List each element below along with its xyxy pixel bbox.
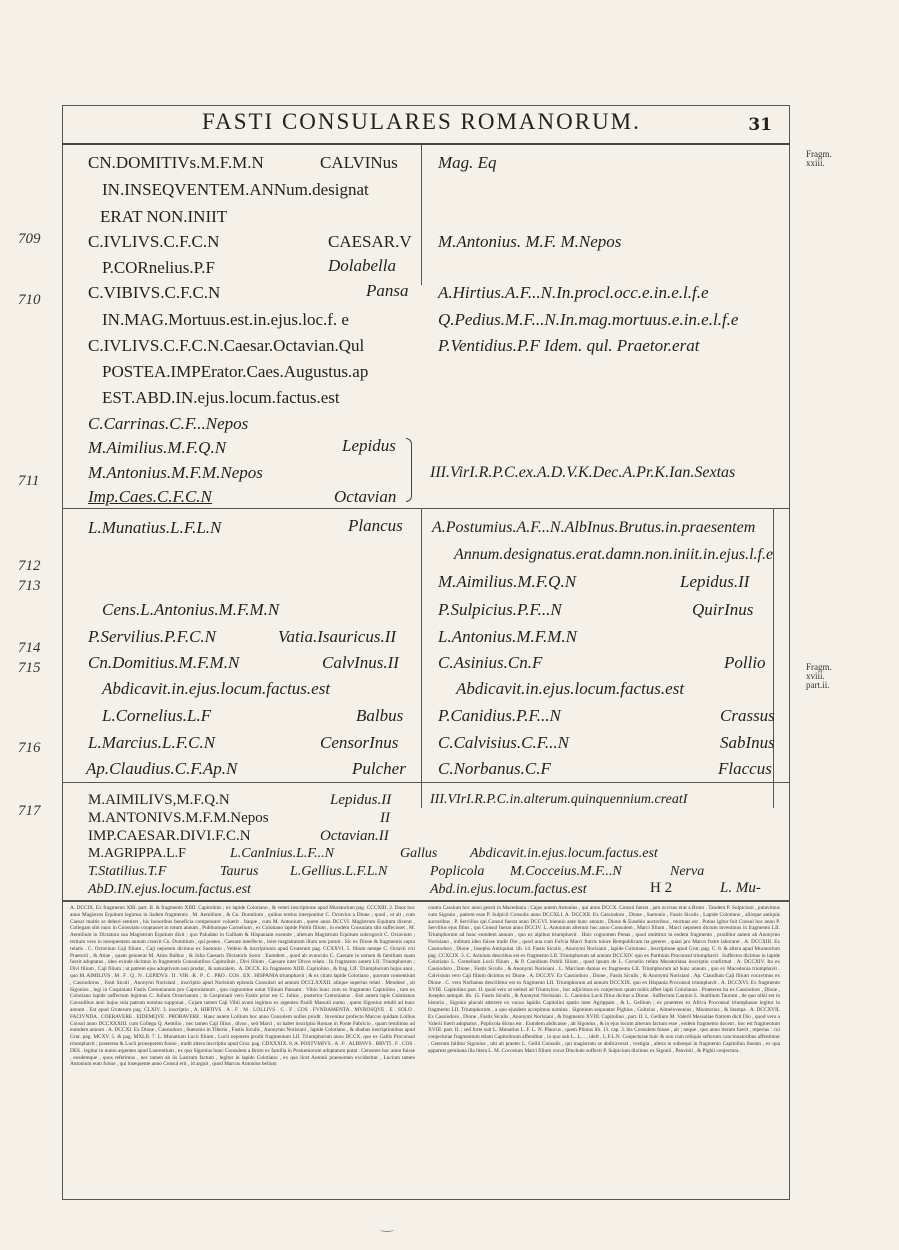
fasti-entry: II [380, 810, 390, 826]
fasti-entry: L.Munatius.L.F.L.N [88, 518, 222, 537]
fasti-entry: EST.ABD.IN.ejus.locum.factus.est [102, 388, 340, 407]
year-label: 717 [18, 803, 41, 819]
fasti-entry: M.AIMILIVS,M.F.Q.N [88, 792, 230, 808]
fasti-entry: Crassus [720, 706, 775, 725]
fasti-entry: Octavian [334, 487, 397, 506]
fasti-entry: Flaccus [718, 759, 772, 778]
fasti-entry: POSTEA.IMPErator.Caes.Augustus.ap [102, 362, 369, 381]
fasti-entry: L.CanInius.L.F...N [230, 846, 334, 861]
fasti-entry: CalvInus.II [322, 653, 399, 672]
fasti-entry: Pollio [724, 653, 766, 672]
catchword: L. Mu- [720, 880, 761, 896]
fasti-entry: M.Antonius.M.F.M.Nepos [88, 463, 263, 482]
fasti-entry: Pansa [366, 281, 409, 300]
fasti-entry: C.IVLIVS.C.F.C.N [88, 232, 220, 251]
fasti-entry: P.Canidius.P.F...N [438, 706, 561, 725]
fasti-entry: SabInus [720, 733, 775, 752]
fasti-entry: Poplicola [430, 864, 485, 879]
notes-rule [62, 900, 790, 902]
fasti-entry: P.Sulpicius.P.F...N [438, 600, 562, 619]
fasti-entry: Mag. Eq [438, 153, 497, 172]
page-number: 31 [748, 115, 772, 135]
fasti-entry: Annum.designatus.erat.damn.non.iniit.in.ejus.l.f.e [454, 546, 774, 563]
fasti-entry: IN.INSEQVENTEM.ANNum.designat [102, 180, 369, 199]
fasti-entry: M.Cocceius.M.F...N [510, 864, 622, 879]
fasti-entry: Cens.L.Antonius.M.F.M.N [102, 600, 280, 619]
fasti-entry: Abdicavit.in.ejus.locum.factus.est [470, 846, 658, 861]
fasti-entry: Cn.Domitius.M.F.M.N [88, 653, 240, 672]
row-rule [62, 782, 790, 783]
brace [406, 438, 412, 502]
fasti-entry: CAESAR.V [328, 232, 412, 251]
fasti-entry: Lepidus.II [680, 572, 750, 591]
fasti-entry: M.Antonius. M.F. M.Nepos [438, 232, 622, 251]
year-label: 715 [18, 660, 41, 676]
fasti-entry: III.VirI.R.P.C.ex.A.D.V.K.Dec.A.Pr.K.Ian.Sextas [430, 464, 736, 481]
notes-left-column: A. DCCIX. Ex fragmento XIII. part. II. & fragmento XIIII. Capitolinis ; ex lapide Colotiano , & veteri inscriptione apud Muratorium pag. CCCXIII. 2. Duos hoc anno Magistros Equitum legimus in iisdem fragmentis , M. Aemilium , & Cn. Domitium , quibus tertius interponitur C. Octavius a Dione ; quod , ut ait , cum Caesar multis se deberi sentiret , his honoribus beneficia compensare voluerit . Itaque , cum M. Antonium , quem anno DCCVI. Magistrum Equitum dixerat , Collegam sibi nunc in Consulatu cooptasset in totum annum , Publiumque Cornelium , ex Colotiano lapide Publii filium , in eodem Consulatu sibi suffecisset , M. Aemilium in Dictatura sua Magistrum Equitum dixit ; quo Paludato in Galliam & Hispaniam exeunte , alterum Magistrum Equitum subrogavit C. Octavium ; tertium vero in insequentem annum creavit Cn. Domitium , qui postea , Caesare interfecto , inire magistratum illum non potuit . Sic ex Dione & fragmentis supra relatis . C. Octavium Caji filium , Caji nepotem dicimus ex Suetonio , Velleio & inscriptionis apud Gruterum pag. CCXXVI. 5. filium nempe C. Octavii viri Praetorii , & Atiae , quam genuerat M. Atius Balbus , & Julia Caesaris Dictatoris Soror . Eumdem , quod ab avunculo C. Caesare in nomen & familiam suam fuerit adoptatus , ideo exinde dicimus in fragmentis Consularibus Capitolinis , Divi filium , Caesare inter Divos relato . In fragmento autem LII. Triumphorum ; Divi filium , Caji filium ; ut patrem ejus adoptivum non prodat , & naturalem . A. DCCX. Ex fragmento XIIII. Capitolino , & frag. LII. Triumphorum hujus anni , quo M. AIMILIVS . M . F . Q . N . LEPIDVS . II . VIR . R . P . C . PRO . COS . EX . HISPANIA triumphavit ; & ex citato lapide Colotiano , quorum consentiunt , Cassiodorus , Fasti Siculi , Anonymi Norisiani , inscriptio apud Norisium epistola Consulari ad annum DCCLXXXII. aliique superius relati . Mendose , sit Sigonius , legi in Cuspiniani Fastis Cretonianum pro Capronianum , quo cognomine notat Vibium Pansam . Vibio hunc cum ex fragmento Capitolino , tum ex Colotiano lapide suffectum legimus C. Julium Octavianum ; in Cuspiniani vero Fastis prior est C. Julius , posterior Cretonianus . Esti autem lapis Colotianus Consulibus anni hujus sola patrum nomina supponat , Cujam tamen Caji Vibii avum legimus ex argenteo Paulli Manutii numo , quem Sigonius retulit ad hunc annum . Est apud Gruterum pag. CLXIV. 3. inscriptio , A. HIRTIVS . A . F . M . LOLLIVS . C . F . COS . FVNDAMENTA . MVROSQVE . E . SOLO . FACIVNDA . COERAVERE . EIDEMQVE . PROBAVERE . Hanc autem Lollium hoc anno Consulem nullus prodit . Invenitur profecto Marcus quidam Lollius Consul anno DCCXXXIII. cum Collega Q. Aemilio , nec tamen Caji filius , divus , sed Marci , ut habet inscriptio Romae in Ponte Fabricio , quam retulimus ad eumdem annum . A. DCCXI. Ex Dione , Cassiodoro , Suetonio in Tiberio , Fastis Siculis , Anonymo Norisiani , lapide Colotiano , & duabus inscriptionibus apud Grut. pag. MCXV. 5. & pag. MXLII. 7. L. Munatium Lucii filium , Lucii nepotem prodit fragmentum LII. Triumphorum anno DCCX. quo ex Gallis Proconsul triumphavit ; praeterea & Lucii pronepotem fuisse , tradit altera inscriptio apud Grut. pag. CDXXXIX. 8. A. POSTVMIVS . A . F . ALBINVS . BRVTI . F . COS . DES . legitur in numo argenteo apud Laurentium , ex quo Sigonius hunc Consulem a Bruto ex familia in Postumiorum adoptatum putat . Censores hoc anno fuisse , eosdemque , quos referimus , nec tamen ab iis Lustrum factum , legitur in lapide Colotiano , ex quo licet Antonii praenomen excideritur , Lucium tamen Antonium eum fuisse , qui insequente anno Consul erit , id arguit , quod Marcus Antonius bellum [70, 905, 415, 1068]
fasti-entry: AbD.IN.ejus.locum.factus.est [88, 882, 251, 897]
fasti-entry: P.CORnelius.P.F [102, 258, 215, 277]
page-title: FASTI CONSULARES ROMANORUM. [202, 109, 641, 134]
page-mark [380, 1227, 394, 1232]
column-divider [421, 508, 422, 808]
year-label: 713 [18, 578, 41, 594]
fasti-entry: Gallus [400, 846, 438, 861]
fasti-entry: IMP.CAESAR.DIVI.F.C.N [88, 828, 251, 844]
fasti-entry: Lepidus.II [330, 792, 392, 808]
fasti-entry: Q.Pedius.M.F...N.In.mag.mortuus.e.in.e.l.f.e [438, 310, 739, 329]
fasti-entry: M.ANTONIVS.M.F.M.Nepos [88, 810, 269, 826]
year-label: 711 [18, 473, 40, 489]
fasti-entry: CN.DOMITIVs.M.F.M.N [88, 153, 264, 172]
year-label: 714 [18, 640, 41, 656]
fasti-entry: A.Postumius.A.F...N.AlbInus.Brutus.in.praesentem [432, 519, 756, 536]
fasti-entry: Vatia.Isauricus.II [278, 627, 397, 646]
fasti-entry: L.Cornelius.L.F [102, 706, 212, 725]
fasti-entry: CensorInus [320, 733, 399, 752]
notes-right-column: contra Cassium hoc anno gessit in Macedonia ; Cajus autem Antonius , qui anno DCCX. Consul fuerat , jam occisus erat a Bruto . Tandem P. Sulpicium , putavimus cum Sigonio , patrem esse P. Sulpicii Consulis anno DCCXLI. A. DCCXII. Ex Cassiodoro , Dione , Suetonio , Fastis Siculis , Lapide Colotiano , aliisque antiquis auctoribus . P. Servilius qui Consul fuerat anno DCCVI. biennio ante hunc annum , Dione & Eusebio auctoribus , mortuus est . Potius igitur fuit Consul hoc anno P. Servilius ejus filius , qui Consul fuerat anno DCCIV. L. Antonium alterum hoc anno Consulem , Marci filium , Marci nepotem dictum invenimus in fragmento LII. Triumphorum ad hunc eumdem annum , quo ex alpibus triumphavit . Huic cognomen Pietas , quod omittitur in eodem fragmento , prodiitur autem ab Anonymo Norisiano , inditum ideo fuisse tradit Dio , quod una cum Fulvia Marci fratris tuiore Rempublicam ita gereret , quasi pro Marco fratre laboraret . A. DCCXIII. Ex Cassiodoro , Dione , Josepho Antiquitat. lib. 14. Fastis Siculis , Anonymi Norisiani , lapide Colotiano , inscriptione apud Grut. pag. C. 8. & altera apud Muratorium pag. CCXCIX. 3. C. Asinium describus est ex fragmento LII. Triumphorum ad annum DCCXIV. quo ex Parthinis Proconsul triumphavit . Suffectos dicimus in lapide Colotiano L. Cornelium Lucii filium , & P. Canidium Publii filium , quod ipsum de L. Cornelio refata Muratoriana inscriptio confirmat . A. DCCXIV. Ita ex Cassiodoro , Dione , Fastis Siculis , & Anonymi Norisiani . L. Marcium damus ex fragmento LII. Triumphorum ad hunc annum , quo ex Macedonia triumphavit . Calvisium vero Caji filium dicimus ex Dione . A. DCCXV. Ex Cassiodoro , Dione , Fastis Siculis , & Anonymi Norisiani . Ap. Claudium Caji filium vocavimus ex Dione . C. vero Norbanus describitur est ex fragmento LII. Triumphorum ad annum DCCXIX. quo ex Hispania Proconsul triumphavit . A. DCCXVI. Ex fragmento XVIII. Capitolino part. II. quod vero ut stelnet ad Triumviros , hoc adjicimus ex conjectura quam nobis affert lapis Colotianus . Praeterea ita ex Cassiodoro , Dione , Josepho antiquit. lib. 15. Fastis Siculis , & Anonymi Norisiani . L. Caninius Lucii filius dicitur a Dione . Suffectum Caninio L. Statilium Taurum , de quo nihil est in historia , Sigonio placuit adstrere ex vacuo lapidis Capitolini spatio inter Agrippam , & L. Gellium ; ex praeteres ex Africa Proconsul triumphasse legitur in fragmento LII. Triumphorum , a quo ejusdem accepimus nomina . Sigonium sequuntur Pighius , Goltzius , Almeloveenius , Muratorius , & Stampa . A. DCCXVII. Ex Cassiodoro , Dione , Fastis Siculis , Anonymi Norisiani , & fragmento XVIII. Capitolino , part. II. L. Gellium M. Valerii Messallae fratrem dicit Dio , quod vero a Valerii fuerit adoptatus , Poplicola dictus est . Eumdem abdicasse , ait Sigonius , & in ejus locum alterum factum esse , eodem fragmento docent , hoc est fragmentum XVIII. part. II. ; sed forte suit L. Munatius L. F. L. N. Plancus , quem Plinius lib. 13. cap. 3. bis Consulem fuisse , ait ; neque , quo anno iterum fuerit , reperias : cui conjecturae fragmentum etiam Capitolinum affenditur , in quo sub L...L... , ideft , L.F.L.N. Conjecturae huic & non cum reliquis sefterum concinnatoribus affentimur . Ceterum fallitur Sigonius , ubi ait praeter L. Gellii Consulis , qui magistratu se abdicaverat , vestigia , altera in subsequi in fragmento Capitolino lineam , ex qua appareat geminata illa litera L. M. Cocceium Marci filium vocat Dinchule suffecti P. Sulpicium diximus ex Sigonii , Panvinii , & Pighii conjectura . [428, 905, 780, 1054]
fasti-entry: Dolabella [328, 256, 396, 275]
side-note-bottom: Fragm. xviii. part.ii. [806, 662, 832, 690]
fasti-entry: Abd.in.ejus.locum.factus.est [430, 882, 587, 897]
fasti-entry: CALVINus [320, 153, 398, 172]
fasti-entry: Imp.Caes.C.F.C.N [88, 487, 212, 506]
fasti-entry: A.Hirtius.A.F...N.In.procl.occ.e.in.e.l.f.e [438, 283, 709, 302]
signature-mark: H 2 [650, 880, 673, 896]
year-label: 710 [18, 292, 41, 308]
fasti-entry: Abdicavit.in.ejus.locum.factus.est [456, 679, 685, 698]
fasti-entry: Lepidus [342, 436, 396, 455]
fasti-entry: Balbus [356, 706, 404, 725]
fasti-entry: M.Aimilius.M.F.Q.N [88, 438, 227, 457]
year-label: 709 [18, 231, 41, 247]
fasti-entry: M.Aimilius.M.F.Q.N [438, 572, 577, 591]
fasti-entry: M.AGRIPPA.L.F [88, 846, 186, 861]
column-divider [421, 145, 422, 285]
fasti-entry: L.Antonius.M.F.M.N [438, 627, 578, 646]
fasti-entry: L.Marcius.L.F.C.N [88, 733, 216, 752]
fasti-entry: P.Ventidius.P.F Idem. qul. Praetor.erat [438, 336, 700, 355]
year-label: 712 [18, 558, 41, 574]
fasti-entry: Plancus [348, 516, 403, 535]
fasti-entry: C.IVLIVS.C.F.C.N.Caesar.Octavian.Qul [88, 336, 365, 355]
fasti-entry: C.Carrinas.C.F...Nepos [88, 414, 249, 433]
row-rule [62, 508, 790, 509]
fasti-entry: T.Statilius.T.F [88, 864, 167, 879]
side-note-top: Fragm. xxiii. [806, 149, 832, 168]
fasti-entry: ERAT NON.INIIT [100, 207, 228, 226]
fasti-entry: IN.MAG.Mortuus.est.in.ejus.loc.f. e [102, 310, 349, 329]
year-label: 716 [18, 740, 41, 756]
fasti-entry: Nerva [670, 864, 705, 879]
fasti-entry: C.Calvisius.C.F...N [438, 733, 569, 752]
fasti-entry: Abdicavit.in.ejus.locum.factus.est [102, 679, 331, 698]
fasti-entry: C.VIBIVS.C.F.C.N [88, 283, 221, 302]
fasti-entry: III.VIrI.R.P.C.in.alterum.quinquennium.creatI [430, 792, 688, 807]
fasti-entry: Octavian.II [320, 828, 389, 844]
fasti-entry: C.Norbanus.C.F [438, 759, 551, 778]
fasti-entry: Pulcher [352, 759, 406, 778]
fasti-entry: L.Gellius.L.F.L.N [290, 864, 388, 879]
fasti-entry: Taurus [220, 864, 259, 879]
page-header [62, 105, 790, 145]
fasti-entry: Ap.Claudius.C.F.Ap.N [86, 759, 238, 778]
column-divider [773, 508, 774, 808]
fasti-entry: C.Asinius.Cn.F [438, 653, 543, 672]
fasti-entry: QuirInus [692, 600, 754, 619]
fasti-entry: P.Servilius.P.F.C.N [88, 627, 216, 646]
